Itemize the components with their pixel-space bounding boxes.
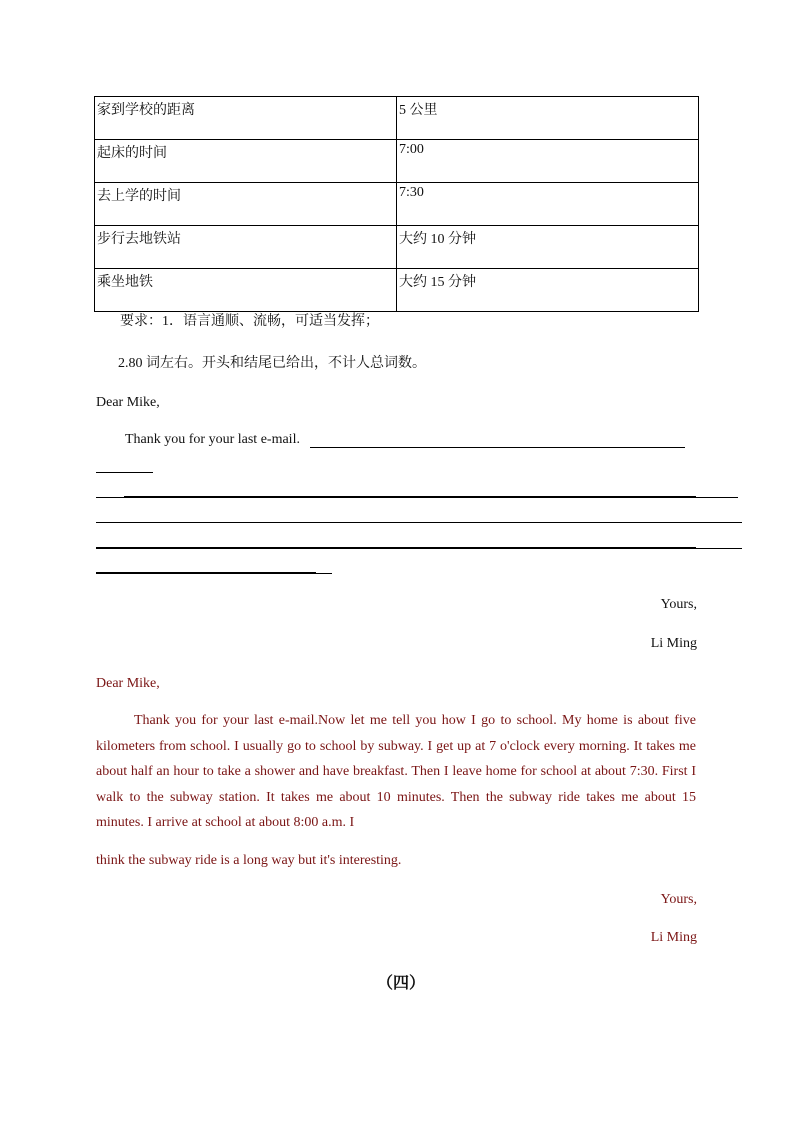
table-cell-value: 大约 15 分钟 bbox=[397, 269, 699, 312]
table-cell-item: 乘坐地铁 bbox=[95, 269, 397, 312]
requirement-line-1: 要求：1．语言通顺、流畅，可适当发挥； bbox=[120, 314, 379, 329]
table-cell-value: 7:30 bbox=[397, 183, 699, 226]
table-row bbox=[95, 97, 699, 140]
blank-line bbox=[96, 472, 153, 473]
table-cell-item: 步行去地铁站 bbox=[95, 226, 397, 269]
blank-line bbox=[96, 497, 124, 498]
table-cell-item: 起床的时间 bbox=[95, 140, 397, 183]
blank-line bbox=[124, 496, 696, 498]
sample-signature: Li Ming bbox=[650, 930, 697, 945]
table-row bbox=[95, 269, 699, 312]
blank-line bbox=[96, 522, 742, 523]
template-signature: Li Ming bbox=[650, 636, 697, 651]
template-closing: Yours, bbox=[660, 597, 697, 612]
table-cell-item: 家到学校的距离 bbox=[95, 97, 397, 140]
sample-closing: Yours, bbox=[660, 892, 697, 907]
requirement-line-2: 2.80 词左右。开头和结尾已给出，不计人总词数。 bbox=[118, 356, 426, 371]
table-row bbox=[95, 183, 699, 226]
table-row bbox=[95, 140, 699, 183]
table-cell-value: 大约 10 分钟 bbox=[397, 226, 699, 269]
sample-body: Thank you for your last e-mail.Now let me tell you how I go to school. My home is about five kilometers from school. I usually go to school by subway. I get up at 7 o'clock every morning. It takes me about half an hour to take a shower and have breakfast. Then I leave home for school at about 7:30. First I walk to the subway station. It takes me about 10 minutes. Then the subway ride takes me about 15 minutes. I arrive at school at about 8:00 a.m. I bbox=[96, 713, 696, 830]
blank-line bbox=[316, 573, 332, 574]
table-cell-value: 7:00 bbox=[397, 140, 699, 183]
info-table bbox=[94, 96, 699, 312]
sample-greeting: Dear Mike, bbox=[96, 676, 160, 691]
blank-line bbox=[310, 447, 685, 448]
sample-last-line: think the subway ride is a long way but it's interesting. bbox=[96, 853, 402, 868]
blank-line bbox=[696, 548, 742, 549]
template-greeting: Dear Mike, bbox=[96, 395, 160, 410]
table-cell-value: 5 公里 bbox=[397, 97, 699, 140]
template-opening: Thank you for your last e-mail. bbox=[125, 432, 300, 447]
section-heading: （四） bbox=[377, 975, 426, 992]
blank-line bbox=[96, 572, 316, 574]
table-cell-item: 去上学的时间 bbox=[95, 183, 397, 226]
table-row bbox=[95, 226, 699, 269]
blank-line bbox=[96, 547, 696, 549]
blank-line bbox=[696, 497, 738, 498]
